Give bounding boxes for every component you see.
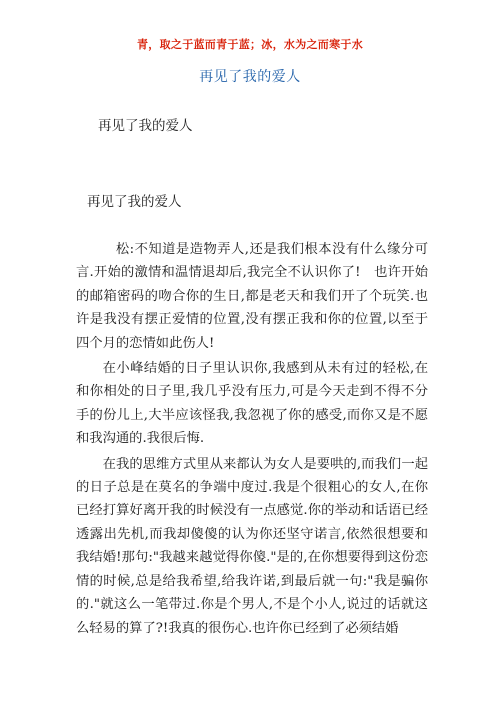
paragraph: 在小峰结婚的日子里认识你,我感到从未有过的轻松,在和你相处的日子里,我几乎没有压力,可是今天走到不得不分手的份儿上,大半应该怪我,我忽视了你的感受,而你又是不愿和我沟通的.我很后悔. — [76, 361, 428, 447]
article-body — [76, 238, 428, 642]
article-heading: 再见了我的爱人 — [98, 118, 193, 134]
document-title: 再见了我的爱人 — [199, 69, 301, 85]
paragraph: 在我的思维方式里从来都认为女人是要哄的,而我们一起的日子总是在莫名的争端中度过.我是个很粗心的女人,在你已经打算好离开我的时候没有一点感觉.你的举动和话语已经透露出先机,而我却傻傻的认为你还坚守诺言,依然很想要和我结婚!那句:"我越来越觉得你傻."是的,在你想要得到这份恋情的时候,总是给我希望,给我许诺,到最后就一句:"我是骗你的."就这么一笔带过.你是个男人,不是个小人,说过的话就这么轻易的算了?!我真的很伤心.也许你已经到了必须结婚 — [76, 456, 428, 636]
header-motto: 青，取之于蓝而青于蓝；冰，水为之而寒于水 — [137, 38, 363, 51]
article-subheading: 再见了我的爱人 — [87, 194, 182, 210]
paragraph: 松:不知道是造物弄人,还是我们根本没有什么缘分可言.开始的激情和温情退却后,我完全不认识你了! 也许开始的邮箱密码的吻合你的生日,都是老天和我们开了个玩笑.也许是我没有摆正爱情的位置,没有摆正我和你的位置,以至于四个月的恋情如此伤人! — [76, 242, 428, 351]
